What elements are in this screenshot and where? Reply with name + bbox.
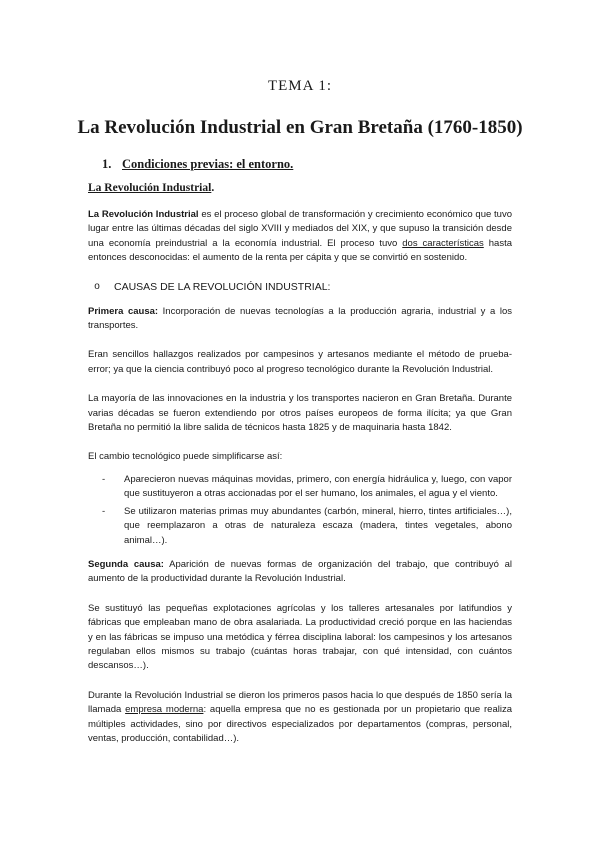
empresa-text-1: Durante la Revolución Industrial se dieron los primeros pasos hacia lo que después de 1850 sería la llamada — [88, 689, 512, 716]
list-item — [88, 473, 512, 502]
hallazgos-paragraph: Eran sencillos hallazgos realizados por campesinos y artesanos mediante el método de prueba-error; ya que la ciencia contribuyó poco al progreso tecnológico durante la Revolución Industrial. — [88, 349, 512, 375]
page-title: La Revolución Industrial en Gran Bretaña (1760-1850) — [77, 117, 523, 138]
second-cause-text: Aparición de nuevas formas de organización del trabajo, que contribuyó al aumento de la productividad durante la Revolución Industrial. — [88, 558, 512, 585]
section-number: 1. — [102, 157, 112, 171]
empresa-underlined: empresa moderna — [125, 704, 204, 716]
empresa-text-2: : aquella empresa que no es gestionada por un propietario que realiza múltiples actividades, sino por directivos especializados por departamentos (compras, personal, ventas, producción, contabilidad…). — [88, 704, 512, 744]
section-heading — [102, 157, 512, 172]
causes-heading — [88, 281, 512, 293]
intro-paragraph — [88, 208, 512, 266]
circle-bullet-icon: o — [94, 281, 100, 293]
second-cause-paragraph — [88, 558, 512, 587]
list-item-text: Aparecieron nuevas máquinas movidas, primero, con energía hidráulica y, luego, con vapor que sustituyeron a otras accionadas por el ser humano, los animales, el agua y el viento. — [124, 473, 512, 500]
tema-label: TEMA 1: — [267, 78, 333, 94]
empresa-paragraph — [88, 689, 512, 747]
intro-text-2: hasta entonces desconocidas: el aumento de la renta per cápita y que se convirtió en sostenido. — [88, 237, 512, 264]
causes-heading-label: CAUSAS DE LA REVOLUCIÓN INDUSTRIAL: — [114, 280, 331, 293]
intro-bold-term: La Revolución Industrial — [88, 209, 199, 220]
list-item-text: Se utilizaron materias primas muy abundantes (carbón, mineral, hierro, tintes artificiales…), que reemplazaron a otras de naturaleza escaza (madera, tintes vegetales, abono animal…). — [124, 505, 512, 546]
first-cause-text: Incorporación de nuevas tecnologías a la producción agraria, industrial y a los transportes. — [88, 305, 512, 332]
first-cause-label: Primera causa: — [88, 305, 159, 317]
first-cause-paragraph — [88, 305, 512, 334]
dash-bullet-icon: - — [102, 505, 106, 517]
dash-bullet-icon: - — [102, 473, 106, 485]
innovaciones-paragraph: La mayoría de las innovaciones en la industria y los transportes nacieron en Gran Bretaña. Durante varias décadas se fueron extendiendo por otros países europeos de forma ilícita; ya que Gran Bretaña no permitió la libre salida de técnicos hasta 1825 y de maquinaria hasta 1842. — [88, 393, 512, 434]
section-title: Condiciones previas: el entorno. — [122, 157, 294, 171]
cambio-paragraph: El cambio tecnológico puede simplificarse así: — [88, 451, 283, 463]
intro-underlined: dos características — [402, 237, 484, 249]
second-cause-label: Segunda causa: — [88, 558, 164, 570]
explotaciones-paragraph: Se sustituyó las pequeñas explotaciones agrícolas y los talleres artesanales por latifundios y fábricas que empleaban mano de obra asalariada. La productividad creció porque en las haciendas y en las fábricas se impuso una metódica y férrea disciplina laboral: los campesinos y los artesanos regulaban ellos mismos su trabajo (cuántas horas trabajar, con qué intensidad, con cuántos descansos…). — [88, 602, 512, 672]
dash-list — [88, 473, 512, 548]
subheading: La Revolución Industrial. — [88, 182, 215, 194]
list-item — [88, 505, 512, 548]
subheading-text: La Revolución Industrial — [88, 182, 212, 194]
intro-text-1: es el proceso global de transformación y crecimiento económico que tuvo lugar entre las últimas décadas del siglo XVIII y mediados del XIX, y que supuso la transición desde una economía preindustrial a la economía industrial. El proceso tuvo — [88, 209, 512, 249]
